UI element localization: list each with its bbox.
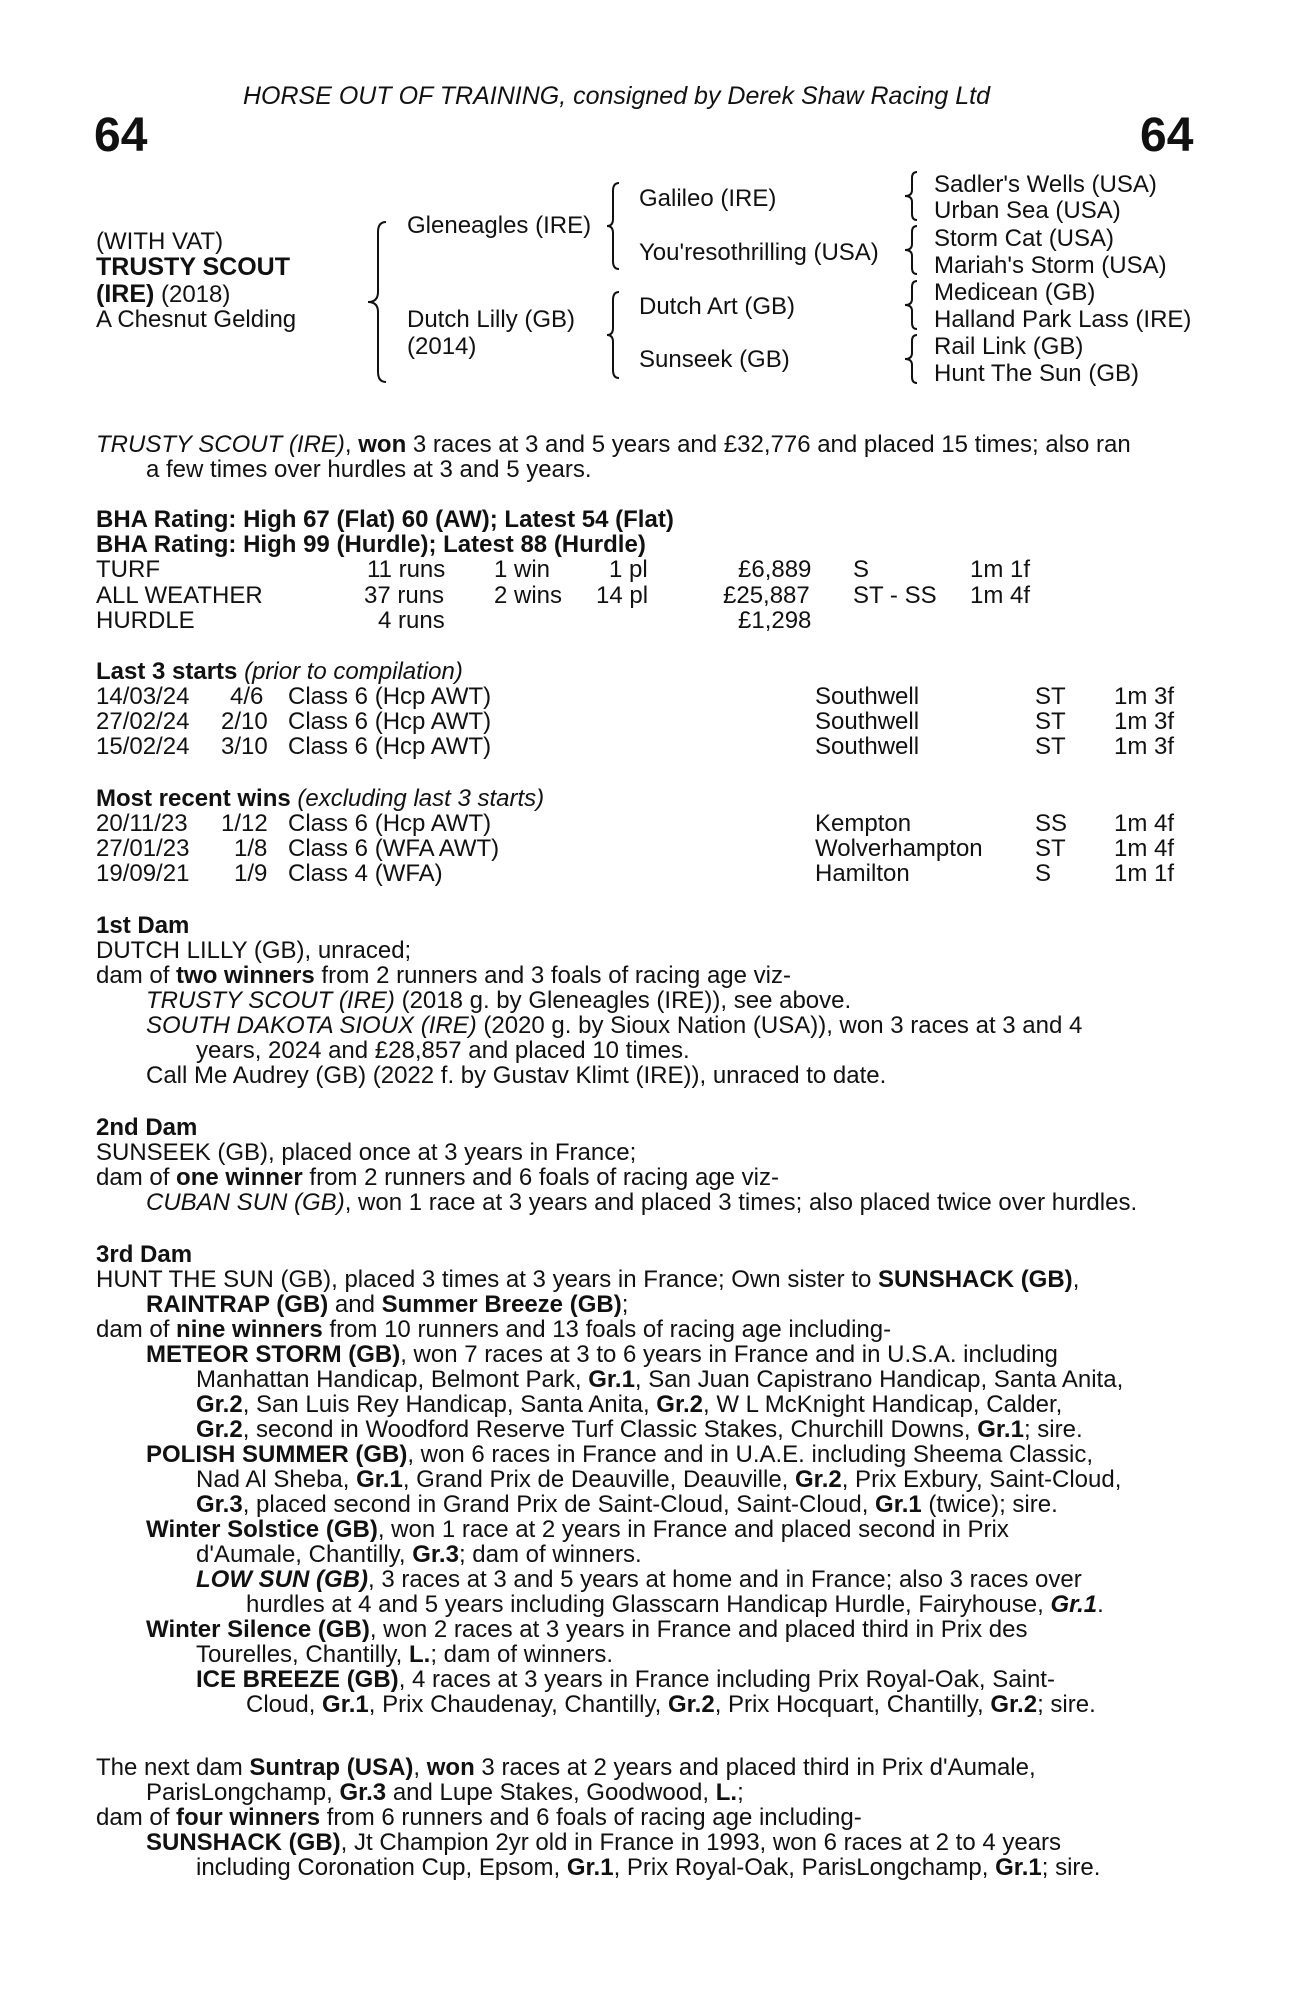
dam3-line: RAINTRAP (GB) and Summer Breeze (GB);	[146, 1291, 629, 1318]
horse-name-line2	[96, 280, 230, 309]
race-class: Class 6 (WFA AWT)	[288, 835, 500, 862]
progeny-entry: METEOR STORM (GB), won 7 races at 3 to 6 years in France and in U.S.A. including	[146, 1341, 1058, 1368]
race-class: Class 6 (Hcp AWT)	[288, 733, 492, 760]
lot-number-left: 64	[94, 109, 148, 162]
surface: TURF	[96, 556, 160, 583]
pedigree-gg: Hunt The Sun (GB)	[934, 360, 1139, 387]
race-course: Wolverhampton	[815, 835, 983, 862]
pedigree-sire-sire: Galileo (IRE)	[639, 185, 777, 212]
race-date: 27/02/24	[96, 708, 190, 735]
progeny-entry-cont: Gr.2, second in Woodford Reserve Turf Classic Stakes, Churchill Downs, Gr.1; sire.	[196, 1416, 1083, 1443]
race-distance: 1m 4f	[1114, 835, 1175, 862]
placed: 1 pl	[609, 556, 648, 583]
progeny-entry: POLISH SUMMER (GB), won 6 races in France and in U.A.E. including Sheema Classic,	[146, 1441, 1093, 1468]
progeny-entry-cont: including Coronation Cup, Epsom, Gr.1, Prix Royal-Oak, ParisLongchamp, Gr.1; sire.	[196, 1854, 1101, 1881]
horse-year: (2018)	[154, 281, 231, 308]
dam1-heading: 1st Dam	[96, 912, 190, 939]
race-date: 14/03/24	[96, 683, 190, 710]
progeny-entry-cont: Gr.3, placed second in Grand Prix de Saint-Cloud, Saint-Cloud, Gr.1 (twice); sire.	[196, 1491, 1058, 1518]
progeny-entry: ICE BREEZE (GB), 4 races at 3 years in France including Prix Royal-Oak, Saint-	[196, 1666, 1055, 1693]
race-summary-line2: a few times over hurdles at 3 and 5 years.	[146, 456, 592, 483]
distance: 1m 4f	[970, 582, 1031, 609]
race-going: ST	[1035, 733, 1066, 760]
race-class: Class 4 (WFA)	[288, 860, 443, 887]
race-position: 4/6	[230, 683, 264, 710]
pedigree-gg: Sadler's Wells (USA)	[934, 171, 1157, 198]
pedigree-dam-dam: Sunseek (GB)	[639, 346, 790, 373]
progeny-entry-cont: Cloud, Gr.1, Prix Chaudenay, Chantilly, Gr.2, Prix Hocquart, Chantilly, Gr.2; sire.	[246, 1691, 1096, 1718]
lot-number-right: 64	[1140, 109, 1194, 162]
last3-note: (prior to compilation)	[237, 658, 463, 685]
horse-description: A Chesnut Gelding	[96, 306, 297, 333]
progeny-entry: LOW SUN (GB), 3 races at 3 and 5 years at home and in France; also 3 races over	[196, 1566, 1082, 1593]
race-distance: 1m 1f	[1114, 860, 1175, 887]
prize-money: £25,887	[723, 582, 810, 609]
race-position: 1/9	[234, 860, 268, 887]
prize-money: £1,298	[738, 607, 812, 634]
dam1-line: DUTCH LILLY (GB), unraced;	[96, 937, 412, 964]
summary-horse: TRUSTY SCOUT (IRE)	[96, 431, 345, 458]
pedigree-bracket-dam	[607, 292, 627, 378]
race-course: Southwell	[815, 708, 920, 735]
dam2-line: CUBAN SUN (GB), won 1 race at 3 years and placed 3 times; also placed twice over hurdles.	[146, 1189, 1138, 1216]
pedigree-dam: Dutch Lilly (GB)	[407, 306, 576, 333]
progeny-entry-cont: Nad Al Sheba, Gr.1, Grand Prix de Deauville, Deauville, Gr.2, Prix Exbury, Saint-Cloud,	[196, 1466, 1122, 1493]
going: S	[853, 556, 870, 583]
race-class: Class 6 (Hcp AWT)	[288, 683, 492, 710]
progeny-entry: Winter Silence (GB), won 2 races at 3 years in France and placed third in Prix des	[146, 1616, 1028, 1643]
dam1-line: Call Me Audrey (GB) (2022 f. by Gustav Klimt (IRE)), unraced to date.	[146, 1062, 887, 1089]
pedigree-sire: Gleneagles (IRE)	[407, 212, 592, 239]
recent-wins-title: Most recent wins	[96, 785, 291, 812]
last3-title: Last 3 starts	[96, 658, 238, 685]
race-date: 15/02/24	[96, 733, 190, 760]
progeny-entry-cont: Manhattan Handicap, Belmont Park, Gr.1, San Juan Capistrano Handicap, Santa Anita,	[196, 1366, 1124, 1393]
race-distance: 1m 3f	[1114, 708, 1175, 735]
race-going: SS	[1035, 810, 1068, 837]
progeny-entry-cont: d'Aumale, Chantilly, Gr.3; dam of winners.	[196, 1541, 642, 1568]
pedigree-dam-sire: Dutch Art (GB)	[639, 293, 796, 320]
race-class: Class 6 (Hcp AWT)	[288, 810, 492, 837]
pedigree-bracket-gg4	[905, 335, 925, 383]
horse-name: TRUSTY SCOUT	[96, 253, 290, 281]
bha-rating-flat: BHA Rating: High 67 (Flat) 60 (AW); Latest 54 (Flat)	[96, 506, 674, 533]
dam2-line: SUNSEEK (GB), placed once at 3 years in France;	[96, 1139, 637, 1166]
going: ST - SS	[853, 582, 937, 609]
next-dam-line: dam of four winners from 6 runners and 6 foals of racing age including-	[96, 1804, 862, 1831]
race-going: ST	[1035, 683, 1066, 710]
race-distance: 1m 3f	[1114, 733, 1175, 760]
race-course: Hamilton	[815, 860, 910, 887]
runs: 37 runs	[364, 582, 445, 609]
progeny-entry-cont: Tourelles, Chantilly, L.; dam of winners.	[196, 1641, 614, 1668]
race-date: 27/01/23	[96, 835, 190, 862]
race-date: 20/11/23	[96, 810, 188, 837]
progeny-entry-cont: Gr.2, San Luis Rey Handicap, Santa Anita, Gr.2, W L McKnight Handicap, Calder,	[196, 1391, 1063, 1418]
race-summary: TRUSTY SCOUT (IRE), won 3 races at 3 and 5 years and £32,776 and placed 15 times; also ran	[96, 431, 1131, 458]
race-course: Kempton	[815, 810, 912, 837]
pedigree-gg: Storm Cat (USA)	[934, 225, 1115, 252]
horse-country: (IRE)	[96, 280, 155, 308]
dam1-line: years, 2024 and £28,857 and placed 10 times.	[196, 1037, 690, 1064]
race-distance: 1m 3f	[1114, 683, 1175, 710]
race-distance: 1m 4f	[1114, 810, 1175, 837]
wins: 1 win	[494, 556, 551, 583]
pedigree-gg: Medicean (GB)	[934, 279, 1096, 306]
runs: 4 runs	[378, 607, 445, 634]
bha-rating-hurdle: BHA Rating: High 99 (Hurdle); Latest 88 (Hurdle)	[96, 531, 646, 558]
race-position: 3/10	[221, 733, 268, 760]
dam1-line: dam of two winners from 2 runners and 3 foals of racing age viz-	[96, 962, 791, 989]
race-going: ST	[1035, 835, 1066, 862]
race-going: S	[1035, 860, 1052, 887]
race-date: 19/09/21	[96, 860, 190, 887]
dam3-line: dam of nine winners from 10 runners and 13 foals of racing age including-	[96, 1316, 892, 1343]
summary-won: won	[358, 431, 407, 458]
pedigree-sire-dam: You'resothrilling (USA)	[639, 239, 879, 266]
next-dam-line: ParisLongchamp, Gr.3 and Lupe Stakes, Goodwood, L.;	[146, 1779, 744, 1806]
pedigree-bracket-gg2	[905, 226, 925, 274]
race-course: Southwell	[815, 683, 920, 710]
placed: 14 pl	[596, 582, 649, 609]
pedigree-bracket-gg1	[905, 172, 925, 220]
distance: 1m 1f	[970, 556, 1031, 583]
pedigree-bracket-main	[368, 222, 398, 382]
dam2-heading: 2nd Dam	[96, 1114, 198, 1141]
race-class: Class 6 (Hcp AWT)	[288, 708, 492, 735]
catalogue-header: HORSE OUT OF TRAINING, consigned by Derek Shaw Racing Ltd	[243, 82, 991, 110]
race-going: ST	[1035, 708, 1066, 735]
race-course: Southwell	[815, 733, 920, 760]
pedigree-bracket-gg3	[905, 281, 925, 329]
surface: HURDLE	[96, 607, 195, 634]
pedigree-gg: Rail Link (GB)	[934, 333, 1084, 360]
surface: ALL WEATHER	[96, 582, 263, 609]
dam1-line: SOUTH DAKOTA SIOUX (IRE) (2020 g. by Sioux Nation (USA)), won 3 races at 3 and 4	[146, 1012, 1083, 1039]
progeny-entry: SUNSHACK (GB), Jt Champion 2yr old in France in 1993, won 6 races at 2 to 4 years	[146, 1829, 1062, 1856]
dam3-line: HUNT THE SUN (GB), placed 3 times at 3 years in France; Own sister to SUNSHACK (GB),	[96, 1266, 1080, 1293]
runs: 11 runs	[367, 556, 446, 583]
recent-wins-heading	[96, 786, 544, 811]
vat-label: (WITH VAT)	[96, 228, 224, 255]
pedigree-bracket-sire	[607, 183, 627, 269]
prize-money: £6,889	[738, 556, 812, 583]
last3-heading	[96, 659, 463, 684]
dam2-line: dam of one winner from 2 runners and 6 foals of racing age viz-	[96, 1164, 779, 1191]
next-dam-line: The next dam Suntrap (USA), won 3 races at 2 years and placed third in Prix d'Aumale,	[96, 1754, 1036, 1781]
progeny-entry: Winter Solstice (GB), won 1 race at 2 years in France and placed second in Prix	[146, 1516, 1009, 1543]
pedigree-gg: Mariah's Storm (USA)	[934, 252, 1167, 279]
pedigree-gg: Halland Park Lass (IRE)	[934, 306, 1192, 333]
race-position: 1/8	[234, 835, 268, 862]
dam1-line: TRUSTY SCOUT (IRE) (2018 g. by Gleneagles (IRE)), see above.	[146, 987, 852, 1014]
wins: 2 wins	[494, 582, 563, 609]
pedigree-dam-year: (2014)	[407, 333, 477, 360]
recent-wins-note: (excluding last 3 starts)	[290, 785, 545, 812]
summary-text: 3 races at 3 and 5 years and £32,776 and placed 15 times; also ran	[406, 431, 1131, 458]
race-position: 2/10	[221, 708, 268, 735]
dam3-heading: 3rd Dam	[96, 1241, 193, 1268]
progeny-entry-cont: hurdles at 4 and 5 years including Glasscarn Handicap Hurdle, Fairyhouse, Gr.1.	[246, 1591, 1104, 1618]
pedigree-gg: Urban Sea (USA)	[934, 197, 1121, 224]
race-position: 1/12	[221, 810, 268, 837]
